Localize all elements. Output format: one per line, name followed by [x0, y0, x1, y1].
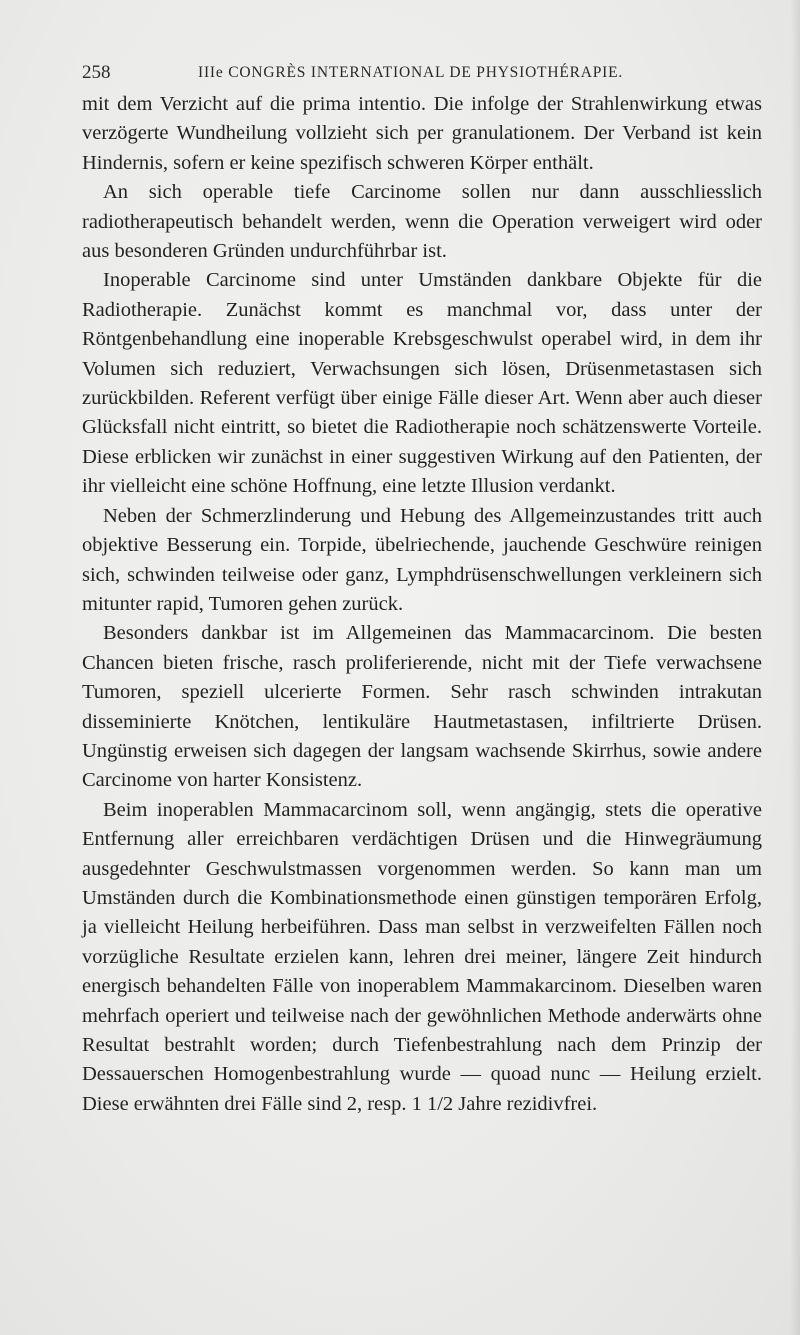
- paragraph-5: Besonders dankbar ist im Allgemeinen das Mammacarcinom. Die besten Chancen bieten frische, rasch proliferierende, nicht mit der Tiefe verwachsene Tumoren, speziell ulcerierte Formen. Sehr rasch schwinden intrakutan disseminierte Knötchen, lentikuläre Hautmetastasen, infiltrierte Drüsen. Ungünstig erweisen sich dagegen der langsam wachsende Skirrhus, sowie andere Carcinome von harter Konsistenz.: [82, 622, 762, 792]
- paragraph-4: Neben der Schmerzlinderung und Hebung des Allgemeinzustandes tritt auch objektive Besserung ein. Torpide, übelriechende, jauchende Geschwüre reinigen sich, schwinden teilweise oder ganz, Lymphdrüsenschwellungen verkleinern sich mitunter rapid, Tumoren gehen zurück.: [82, 504, 762, 615]
- page-number: 258: [82, 62, 111, 83]
- paragraph-6: Beim inoperablen Mammacarcinom soll, wenn angängig, stets die operative Entfernung aller erreichbaren verdächtigen Drüsen und die Hinwegräumung ausgedehnter Geschwulstmassen vorgenommen werden. So kann man um Umständen durch die Kombinationsmethode einen günstigen temporären Erfolg, ja vielleicht Heilung herbeiführen. Dass man selbst in verzweifelten Fällen noch vorzügliche Resultate erzielen kann, lehren drei meiner, längere Zeit hindurch energisch behandelten Fälle von inoperablem Mammakarcinom. Dieselben waren mehrfach operiert und teilweise nach der gewöhnlichen Methode anderwärts ohne Resultat bestrahlt worden; durch Tiefenbestrahlung nach dem Prinzip der Dessauerschen Homogenbestrahlung wurde — quoad nunc — Heilung erzielt. Diese erwähnten drei Fälle sind 2, resp. 1 1/2 Jahre rezidivfrei.: [82, 798, 762, 1115]
- paragraph-2: An sich operable tiefe Carcinome sollen nur dann ausschliesslich radiotherapeutisch behandelt werden, wenn die Operation verweigert wird oder aus besonderen Gründen undurchführbar ist.: [82, 181, 762, 263]
- body-text: [82, 90, 762, 1119]
- page-header: [82, 62, 762, 88]
- running-title: IIIe CONGRÈS INTERNATIONAL DE PHYSIOTHÉRAPIE.: [198, 64, 624, 81]
- paragraph-1: mit dem Verzicht auf die prima intentio. Die infolge der Strahlenwirkung etwas verzögerte Wundheilung vollzieht sich per granulationem. Der Verband ist kein Hindernis, sofern er keine spezifisch schweren Körper enthält.: [82, 93, 762, 174]
- paragraph-3: Inoperable Carcinome sind unter Umständen dankbare Objekte für die Radiotherapie. Zunächst kommt es manchmal vor, dass unter der Röntgenbehandlung eine inoperable Krebsgeschwulst operabel wird, in dem ihr Volumen sich reduziert, Verwachsungen sich lösen, Drüsenmetastasen sich zurückbilden. Referent verfügt über einige Fälle dieser Art. Wenn aber auch dieser Glücksfall nicht eintritt, so bietet die Radiotherapie noch schätzenswerte Vorteile. Diese erblicken wir zunächst in einer suggestiven Wirkung auf den Patienten, der ihr vielleicht eine schöne Hoffnung, eine letzte Illusion verdankt.: [82, 269, 762, 498]
- page-edge-shadow: [790, 0, 800, 1335]
